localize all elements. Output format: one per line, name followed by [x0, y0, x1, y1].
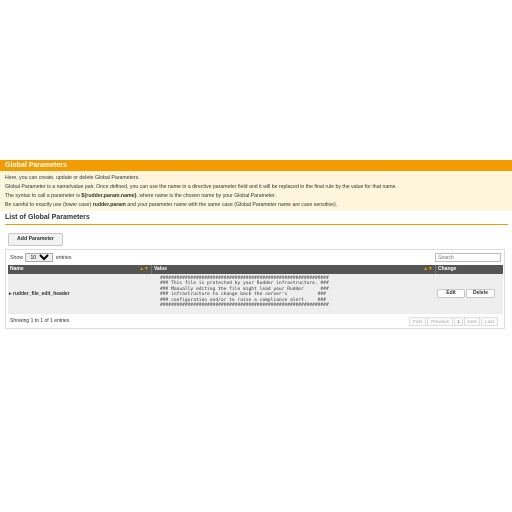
info-syntax-code: ${rudder.param.name} [81, 193, 137, 199]
table-header [8, 265, 503, 274]
parameter-value [160, 276, 329, 308]
value-line: ### This file is protected by your Rudder infrastructure. ### [160, 281, 329, 287]
info-line-4-post: and your parameter name with the same case (Global Parameter name are case sensitive). [125, 202, 338, 208]
pager-next[interactable]: Next [464, 317, 480, 326]
section-divider [5, 224, 508, 225]
column-header-value[interactable] [152, 265, 436, 274]
pager-page-1[interactable]: 1 [454, 317, 463, 326]
pager-last[interactable]: Last [481, 317, 498, 326]
info-panel [0, 171, 512, 211]
add-parameter-button[interactable]: Add Parameter [8, 233, 63, 246]
length-control [10, 253, 71, 263]
info-line-1: Here, you can create, update or delete Global Parameters. [5, 175, 140, 181]
table-row[interactable] [8, 274, 503, 314]
info-line-3-pre: The syntax to call a parameter is [5, 193, 82, 199]
sort-icon: ▲▼ [423, 266, 433, 272]
value-line: ### infrastructure to change back the server's ### [160, 292, 326, 298]
show-label: Show [10, 254, 23, 261]
info-line-4 [5, 201, 512, 210]
search-input[interactable] [435, 253, 501, 262]
page-title: Global Parameters [5, 162, 67, 169]
info-line-3 [5, 192, 512, 201]
column-header-name[interactable] [8, 265, 152, 274]
parameter-name[interactable] [9, 291, 70, 297]
expand-triangle-icon[interactable]: ▸ [9, 291, 12, 297]
info-line-3-post: , where name is the chosen name by your Global Parameter. [136, 193, 277, 199]
info-prefix-code: rudder.param [92, 202, 126, 208]
edit-button[interactable]: Edit [437, 289, 465, 298]
column-name-label: Name [10, 266, 24, 272]
entries-label: entries [55, 254, 72, 261]
column-value-label: Value [154, 266, 168, 272]
column-change-label: Change [438, 266, 457, 272]
value-line: ############################################################# [160, 303, 329, 309]
pager-first[interactable]: First [409, 317, 426, 326]
column-header-change [436, 265, 503, 274]
length-select[interactable] [25, 253, 53, 262]
info-line-2: Global Parameter is a name/value pair. Once defined, you can use the name in a directive parameter field and it will be replaced in the final rule by the value for that name. [5, 184, 397, 190]
page-title-bar [0, 160, 512, 171]
value-line: ### configuration and/or to raise a compliance alert. ### [160, 297, 326, 303]
info-line-4-pre: Be careful to exactly use (lower case) [5, 202, 93, 208]
sort-icon: ▲▼ [139, 266, 149, 272]
pager-previous[interactable]: Previous [427, 317, 453, 326]
list-title: List of Global Parameters [5, 214, 90, 221]
delete-button[interactable]: Delete [466, 289, 495, 298]
parameter-name-label: rudder_file_edit_header [12, 291, 70, 297]
table-info: Showing 1 to 1 of 1 entries [10, 318, 70, 324]
value-line: ### Manually editing the file might lead your Rudder ### [160, 286, 329, 292]
value-line: ############################################################# [160, 276, 329, 281]
